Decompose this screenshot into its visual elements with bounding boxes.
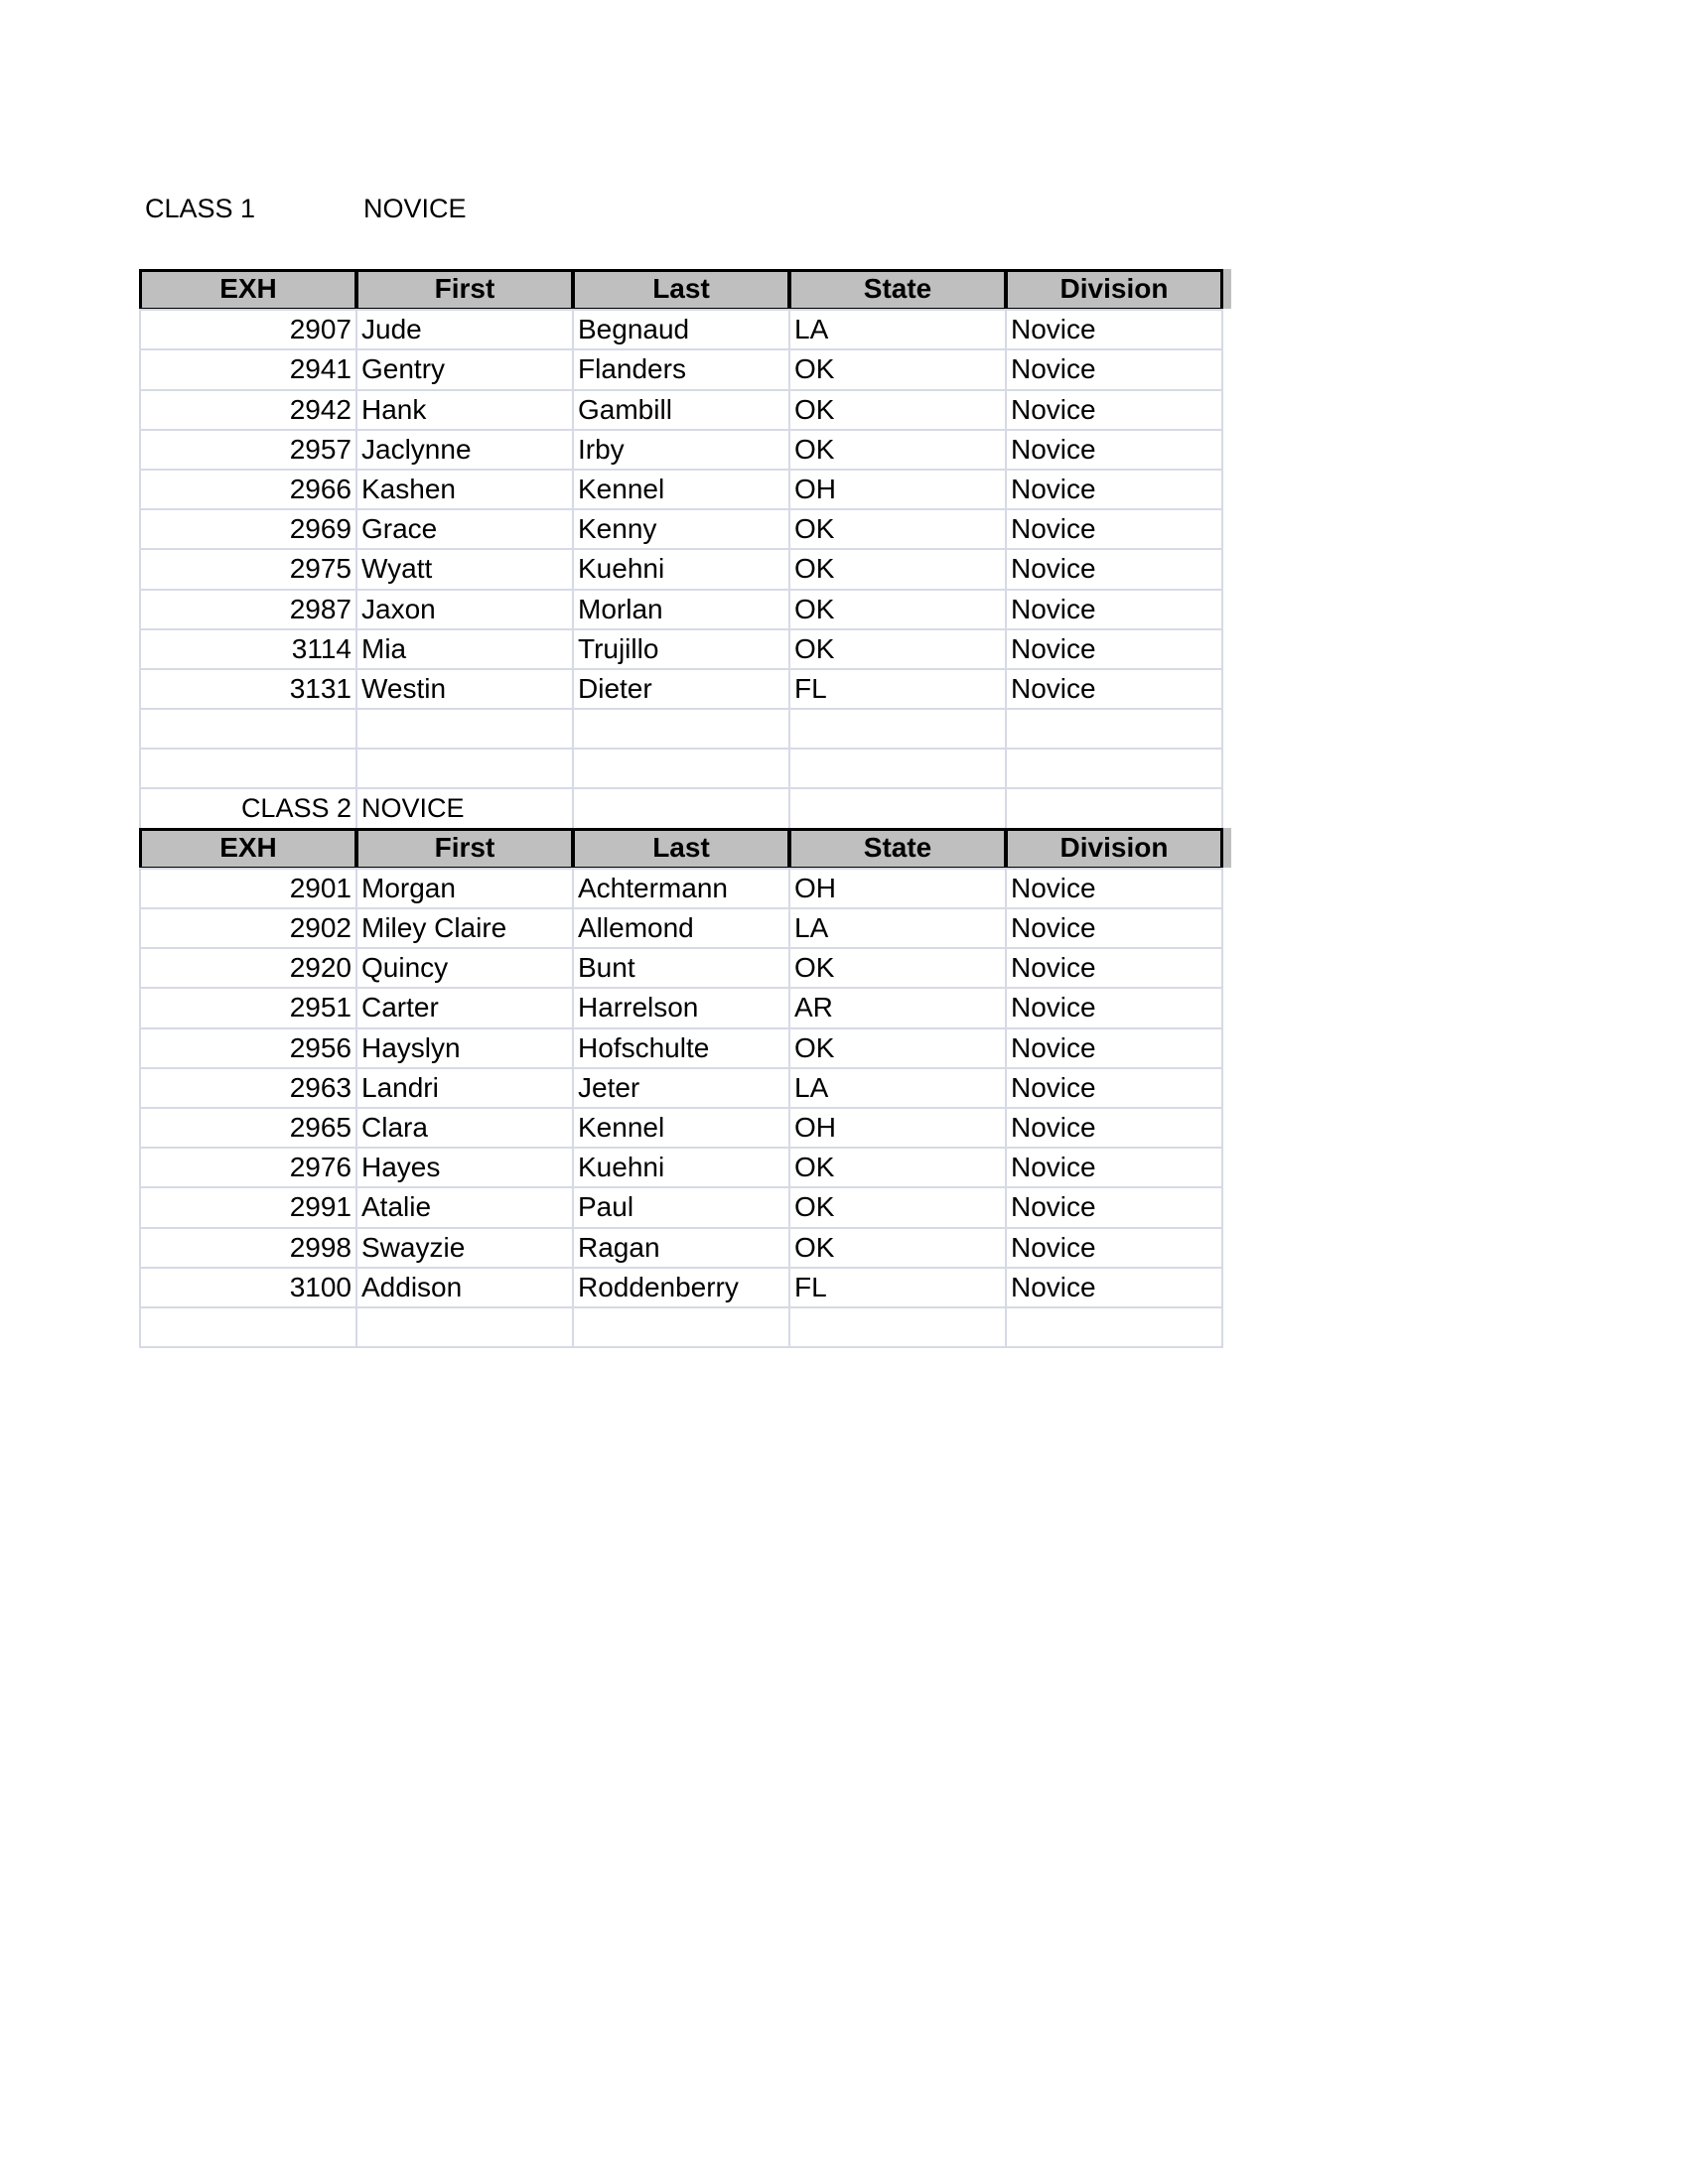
table-row — [139, 1147, 1231, 1186]
table-row — [139, 668, 1231, 708]
class-2-label: CLASS 2 — [139, 787, 357, 829]
cell-exh: 2902 — [139, 907, 357, 949]
table-row — [139, 1027, 1231, 1067]
cell-division: Novice — [1005, 1227, 1223, 1269]
table-row — [139, 868, 1231, 907]
class-1-division-label: NOVICE — [363, 194, 467, 223]
cell-state: FL — [788, 1267, 1007, 1308]
cell-first: Hayslyn — [355, 1027, 574, 1069]
cell-division: Novice — [1005, 309, 1223, 350]
cell-state: AR — [788, 987, 1007, 1028]
cell-last: Kuehni — [572, 1147, 790, 1188]
cell-last: Harrelson — [572, 987, 790, 1028]
cell-last: Dieter — [572, 668, 790, 710]
header-division: Division — [1005, 269, 1223, 311]
table-row — [139, 1186, 1231, 1226]
cell-division: Novice — [1005, 348, 1223, 390]
cell-state: LA — [788, 907, 1007, 949]
cell-last: Irby — [572, 429, 790, 471]
spreadsheet — [139, 269, 1231, 1346]
cell-exh: 2965 — [139, 1107, 357, 1149]
table-row — [139, 589, 1231, 628]
cell-exh: 2969 — [139, 508, 357, 550]
header-state: State — [788, 269, 1007, 311]
cell-first: Landri — [355, 1067, 574, 1109]
table-row — [139, 628, 1231, 668]
cell-division: Novice — [1005, 589, 1223, 630]
cell-last: Ragan — [572, 1227, 790, 1269]
cell-last: Kuehni — [572, 548, 790, 590]
cell-exh: 2963 — [139, 1067, 357, 1109]
header-last: Last — [572, 828, 790, 870]
cell-division: Novice — [1005, 987, 1223, 1028]
cell-last: Kenny — [572, 508, 790, 550]
table-row — [139, 1227, 1231, 1267]
cell-first: Jude — [355, 309, 574, 350]
header-exh: EXH — [139, 828, 357, 870]
class-1-body — [139, 309, 1231, 708]
cell-exh: 2941 — [139, 348, 357, 390]
cell-division: Novice — [1005, 548, 1223, 590]
cell-last: Roddenberry — [572, 1267, 790, 1308]
empty-row — [139, 748, 1231, 787]
cell-first: Jaxon — [355, 589, 574, 630]
cell-first: Mia — [355, 628, 574, 670]
cell-first: Addison — [355, 1267, 574, 1308]
cell-exh: 3131 — [139, 668, 357, 710]
cell-state: OK — [788, 1027, 1007, 1069]
cell-exh: 2975 — [139, 548, 357, 590]
cell-first: Carter — [355, 987, 574, 1028]
cell-exh: 2957 — [139, 429, 357, 471]
header-exh: EXH — [139, 269, 357, 311]
cell-exh: 2920 — [139, 947, 357, 989]
table-row — [139, 508, 1231, 548]
cell-exh: 2951 — [139, 987, 357, 1028]
cell-division: Novice — [1005, 429, 1223, 471]
cell-first: Grace — [355, 508, 574, 550]
cell-first: Morgan — [355, 868, 574, 909]
header-last: Last — [572, 269, 790, 311]
table-row — [139, 1107, 1231, 1147]
cell-last: Trujillo — [572, 628, 790, 670]
cell-exh: 2901 — [139, 868, 357, 909]
cell-exh: 2976 — [139, 1147, 357, 1188]
cell-state: OH — [788, 469, 1007, 510]
cell-last: Kennel — [572, 1107, 790, 1149]
cell-division: Novice — [1005, 1147, 1223, 1188]
cell-first: Miley Claire — [355, 907, 574, 949]
cell-first: Westin — [355, 668, 574, 710]
cell-last: Bunt — [572, 947, 790, 989]
cell-division: Novice — [1005, 469, 1223, 510]
cell-first: Jaclynne — [355, 429, 574, 471]
class-2-title-row — [139, 787, 1231, 827]
cell-division: Novice — [1005, 389, 1223, 431]
cell-first: Gentry — [355, 348, 574, 390]
cell-last: Kennel — [572, 469, 790, 510]
table-row — [139, 907, 1231, 947]
cell-division: Novice — [1005, 1107, 1223, 1149]
cell-first: Quincy — [355, 947, 574, 989]
cell-last: Allemond — [572, 907, 790, 949]
cell-state: OH — [788, 1107, 1007, 1149]
cell-state: OK — [788, 508, 1007, 550]
table-row — [139, 309, 1231, 348]
cell-first: Kashen — [355, 469, 574, 510]
cell-division: Novice — [1005, 1067, 1223, 1109]
table-row — [139, 1267, 1231, 1306]
cell-exh: 2966 — [139, 469, 357, 510]
cell-division: Novice — [1005, 868, 1223, 909]
cell-exh: 2942 — [139, 389, 357, 431]
cell-last: Achtermann — [572, 868, 790, 909]
cell-state: LA — [788, 309, 1007, 350]
cell-division: Novice — [1005, 907, 1223, 949]
cell-state: OK — [788, 1147, 1007, 1188]
cell-state: OH — [788, 868, 1007, 909]
cell-exh: 2987 — [139, 589, 357, 630]
cell-exh: 2991 — [139, 1186, 357, 1228]
table-row — [139, 947, 1231, 987]
cell-division: Novice — [1005, 1267, 1223, 1308]
class-2-division-label: NOVICE — [355, 787, 574, 829]
cell-division: Novice — [1005, 947, 1223, 989]
cell-last: Gambill — [572, 389, 790, 431]
cell-state: OK — [788, 628, 1007, 670]
cell-exh: 3114 — [139, 628, 357, 670]
cell-division: Novice — [1005, 628, 1223, 670]
cell-exh: 2998 — [139, 1227, 357, 1269]
cell-last: Flanders — [572, 348, 790, 390]
cell-first: Hayes — [355, 1147, 574, 1188]
table-row — [139, 348, 1231, 388]
cell-first: Atalie — [355, 1186, 574, 1228]
table-row — [139, 429, 1231, 469]
cell-state: OK — [788, 947, 1007, 989]
table-row — [139, 389, 1231, 429]
cell-state: LA — [788, 1067, 1007, 1109]
cell-state: OK — [788, 548, 1007, 590]
cell-last: Morlan — [572, 589, 790, 630]
cell-state: OK — [788, 589, 1007, 630]
cell-last: Paul — [572, 1186, 790, 1228]
cell-division: Novice — [1005, 1186, 1223, 1228]
table-row — [139, 987, 1231, 1026]
cell-first: Wyatt — [355, 548, 574, 590]
cell-state: OK — [788, 1227, 1007, 1269]
empty-row — [139, 1306, 1231, 1346]
table-row — [139, 548, 1231, 588]
cell-exh: 3100 — [139, 1267, 357, 1308]
cell-exh: 2956 — [139, 1027, 357, 1069]
header-first: First — [355, 828, 574, 870]
cell-state: OK — [788, 1186, 1007, 1228]
header-state: State — [788, 828, 1007, 870]
cell-first: Clara — [355, 1107, 574, 1149]
cell-exh: 2907 — [139, 309, 357, 350]
cell-first: Swayzie — [355, 1227, 574, 1269]
cell-last: Jeter — [572, 1067, 790, 1109]
class-1-label: CLASS 1 — [145, 194, 256, 223]
empty-row — [139, 708, 1231, 748]
cell-last: Hofschulte — [572, 1027, 790, 1069]
cell-state: OK — [788, 389, 1007, 431]
header-row-class-1 — [139, 269, 1231, 309]
cell-state: OK — [788, 348, 1007, 390]
cell-first: Hank — [355, 389, 574, 431]
table-row — [139, 1067, 1231, 1107]
cell-state: FL — [788, 668, 1007, 710]
header-division: Division — [1005, 828, 1223, 870]
cell-division: Novice — [1005, 508, 1223, 550]
table-row — [139, 469, 1231, 508]
cell-division: Novice — [1005, 668, 1223, 710]
cell-division: Novice — [1005, 1027, 1223, 1069]
header-row-class-2 — [139, 828, 1231, 868]
class-2-body — [139, 868, 1231, 1306]
cell-last: Begnaud — [572, 309, 790, 350]
header-first: First — [355, 269, 574, 311]
cell-state: OK — [788, 429, 1007, 471]
